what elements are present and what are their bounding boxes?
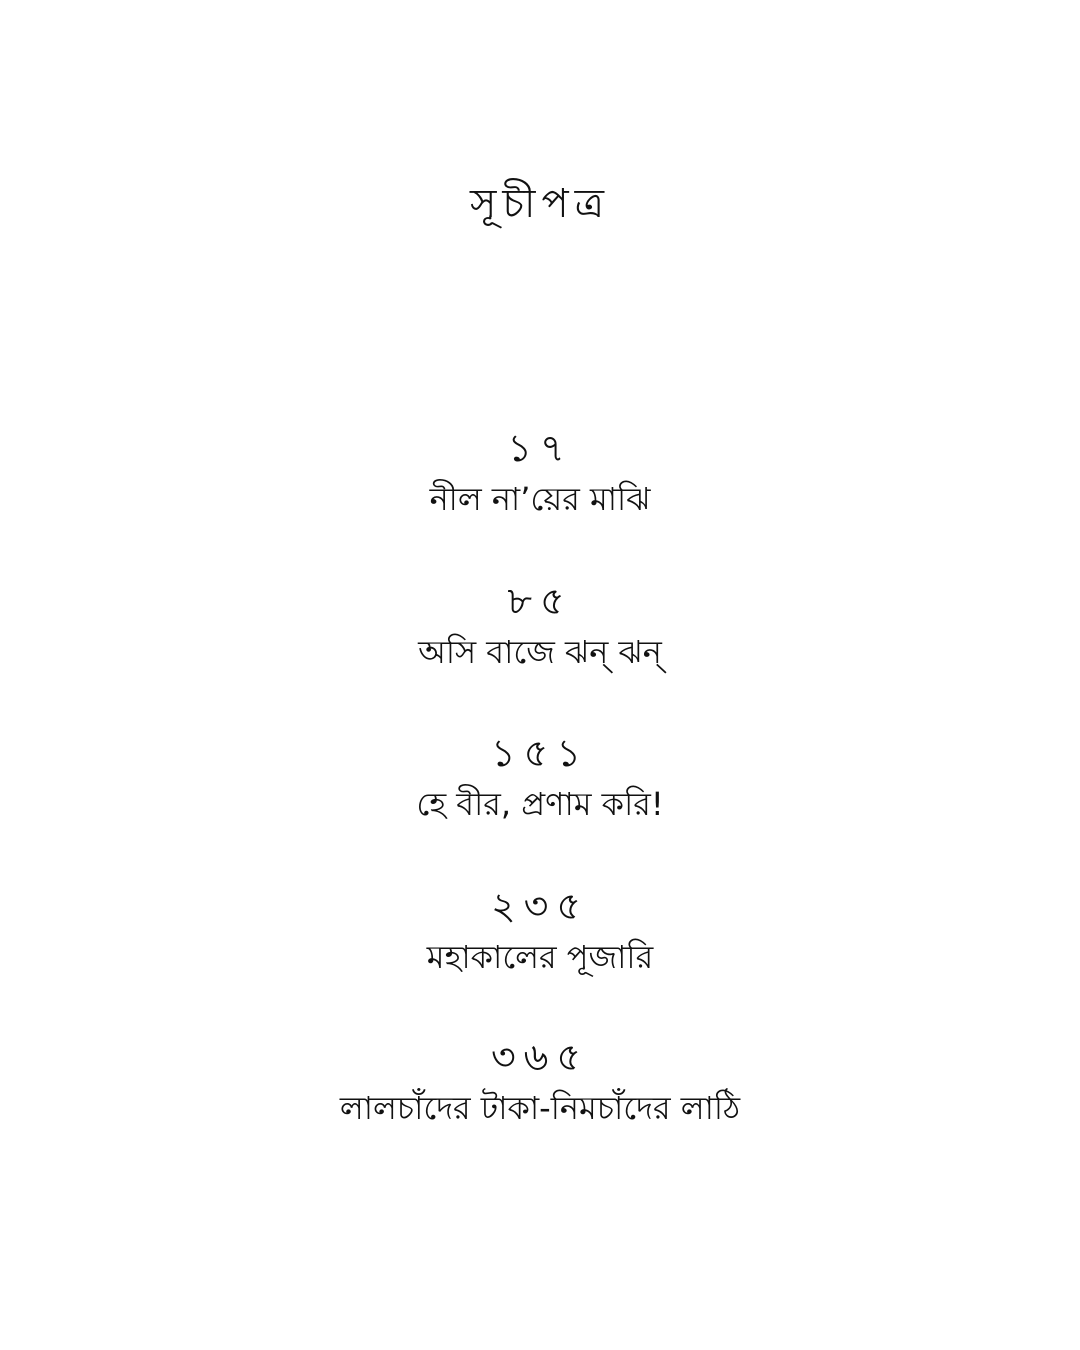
- toc-entry-title: মহাকালের পূজারি: [426, 937, 654, 976]
- toc-entry: [0, 428, 1080, 518]
- toc-page-number: ১৫১: [491, 731, 589, 775]
- toc-entry: [0, 581, 1080, 671]
- page-title: সূচীপত্র: [470, 181, 610, 227]
- toc-entry-title: নীল না’য়ের মাঝি: [429, 479, 651, 518]
- toc-entry-title: অসি বাজে ঝন্ ঝন্: [418, 632, 662, 671]
- toc-page-number: ৮৫: [507, 579, 573, 623]
- toc-page-number: ৩৬৫: [490, 1035, 590, 1079]
- toc-entry-title: হে বীর, প্রণাম করি!: [416, 784, 664, 823]
- toc-entry: [0, 733, 1080, 823]
- toc-entry: [0, 886, 1080, 976]
- toc-page-number: ২৩৫: [490, 884, 590, 928]
- toc-entry-title: লালচাঁদের টাকা-নিমচাঁদের লাঠি: [339, 1088, 741, 1127]
- toc-entry: [0, 1037, 1080, 1127]
- toc-page-number: ১৭: [507, 426, 573, 470]
